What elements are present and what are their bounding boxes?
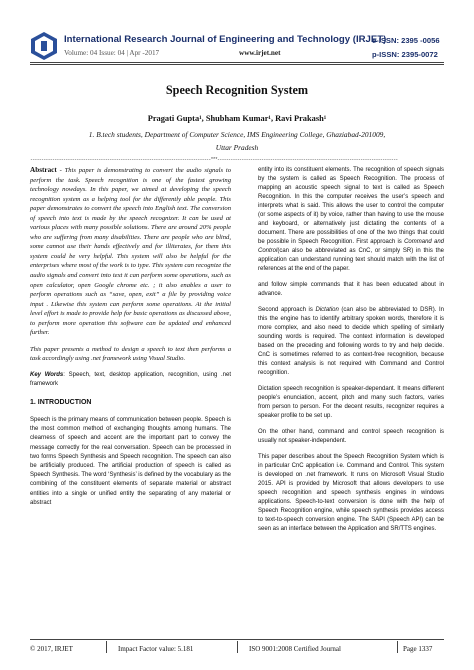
- paper-authors: Pragati Gupta¹, Shubham Kumar¹, Ravi Prakash¹: [147, 114, 327, 123]
- footer-divider: [397, 641, 398, 653]
- footer-page-number: Page 1337: [403, 645, 433, 653]
- journal-website: www.irjet.net: [239, 49, 281, 57]
- keywords-text: : Speech, text, desktop application, recognition, using .net framework: [30, 371, 231, 388]
- right-paragraph-1: [258, 166, 444, 274]
- introduction-paragraph: Speech is the primary means of communication between people. Speech is the most common method of exchanging thoughts among humans. The clearness of speech and accent are the important part to convey the message correctly for the real conversation. Speech can be processed in two forms Speech Synthesis and Speech recognition. The speech can also be artificially produced. The artificial production of speech is called as Speech Synthesis. The word ‘Synthesis’ is defined by the vocabulary as the combining of the constituent elements of separate material or abstract entities into a single or unified entity the separating of any material or abstract: [30, 416, 231, 506]
- p-issn: p-ISSN: 2395-0072: [372, 50, 438, 59]
- right-paragraph-3-lead: Second approach is: [258, 307, 316, 313]
- left-column: [30, 166, 231, 515]
- right-paragraph-5: On the other hand, command and control speech recognition is usually not speaker-independent.: [258, 429, 444, 444]
- right-paragraph-6: This paper describes about the Speech Recognition System which is in particular CnC application i.e. Command and Control. This system is developed on .net framework. It runs on Microsoft Visual Studio 2015. API is provided by Microsoft that allows developers to use speech recognition and speech synthesis engines in windows applications. Speech-to-text conversion is done with the help of Speech Recognition engine, while speech synthesis provides access to text-to-speech conversion engine. The SAPI (Speech API) can be seen as an interface between the Application and SR/TTS engines.: [258, 454, 444, 532]
- abstract-label: Abstract: [30, 166, 57, 174]
- keywords-label: Key Words: [30, 371, 64, 378]
- footer-divider: [106, 641, 107, 653]
- affiliation-line-2: Uttar Pradesh: [215, 143, 259, 152]
- command-and-control-term: Command and Control: [258, 239, 444, 254]
- footer-iso: ISO 9001:2008 Certified Journal: [249, 645, 341, 653]
- journal-name: International Research Journal of Engineering and Technology (IRJET): [64, 34, 387, 45]
- right-paragraph-3: [258, 306, 444, 378]
- header-rule: [30, 62, 444, 63]
- abstract-paragraph-2: This paper presents a method to design a speech to text then performs a task accordingly using .net framework using Visual Studio.: [30, 345, 231, 363]
- e-issn: e-ISSN: 2395 -0056: [372, 36, 440, 45]
- right-paragraph-1-tail: (can also be abbreviated as CnC, or simply SR) in this the application can understand running text should match with the list of references at the end of the paper.: [258, 248, 444, 272]
- footer-rule: [30, 639, 444, 640]
- keywords: [30, 371, 231, 389]
- footer-copyright: © 2017, IRJET: [30, 645, 73, 653]
- introduction-heading: 1. INTRODUCTION: [30, 399, 92, 407]
- irjet-logo: [30, 31, 58, 61]
- right-paragraph-1-text: entity into its constituent elements. The recognition of speech signals by the system is called as Speech Recognition. The process of mapping an acoustic speech signal to text is called as Speech Recognition. In this the computer receives the user’s speech and interprets what is said. This allows the user to control the computer (or some aspects of it) by voice, rather than having to use the mouse and keyboard, or alternatively just dictating the contents of a document. There are possibilities of one of the two things that could be possible in Speech Recognition. First approach is: [258, 167, 444, 245]
- abstract: [30, 166, 231, 338]
- affiliation-line-1: 1. B.tech students, Department of Computer Science, IMS Engineering College, Ghaziabad-201009,: [88, 130, 386, 139]
- dictation-term: Dictation: [315, 307, 339, 313]
- right-paragraph-2: and follow simple commands that it has been educated about in advance.: [258, 282, 444, 297]
- abstract-text: - This paper is demonstrating to convert the audio signals to perform the task. Speech recognition is one of the fastest growing technology nowdays. In this paper, we aimed at developing the speech recognition system as a helping tool for the differently able people. This paper demonstrates to convert the speech into English text. The conversion of speech into text is made by the speech recognizer. It can be used at various places with many possible solutions. There are around 20% people who are suffering from many disabilities. There are people who are blind, some cannot use their hands effectively and for illiterates, for them this system could be very helpful. This system will also be helpful for the enterprises where most of the work is to type. This system can recognize the audio signals and convert into text it can perform some operations, such as open calculator, open Google chrome etc. ; it also enables a user to perform operations such as “save, open, exit” a file by providing voice input . Likewise this system can perform some operations. At the initial level effort is made to provide help for basic operations as discussed above, to perform more operation this software can be updated and enhanced further.: [30, 167, 231, 337]
- right-column: [258, 166, 444, 541]
- header-rule-secondary: [30, 64, 444, 65]
- paper-title: Speech Recognition System: [165, 83, 309, 97]
- section-separator: ----------------------------------------------------------------------------------***----------------------------------------------------------------------------------: [30, 157, 398, 163]
- right-paragraph-4: Dictation speech recognition is speaker-dependant. It means different people’s enunciation, accent, pitch and many such factors, varies from person to person. For the decent results, recognizer requires a speaker profile to be set up.: [258, 386, 444, 419]
- right-paragraph-3-text: (can also be abbreviated to DSR). In this the engine has to identify arbitrary spoken words, therefore it is more complex, and also need to decide which spelling of similarly sounding words is required. The context information is developed based on the preceding and following words to try and help decide. CnC is sometimes referred to as context-free recognition, because this context analysis is not required with Command and Control recognition.: [258, 307, 445, 376]
- footer-impact-factor: Impact Factor value: 5.181: [118, 645, 194, 653]
- footer-divider: [237, 641, 238, 653]
- affiliation: [20, 128, 454, 154]
- volume-issue: Volume: 04 Issue: 04 | Apr -2017: [64, 49, 160, 57]
